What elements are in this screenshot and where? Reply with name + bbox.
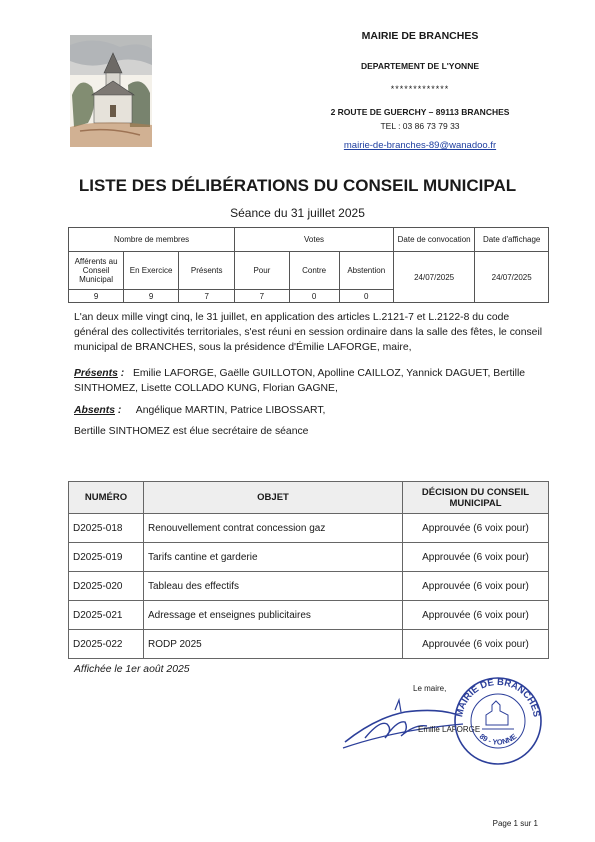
row-objet: Renouvellement contrat concession gaz (144, 514, 403, 543)
value-pour: 7 (235, 290, 289, 303)
row-objet: Tarifs cantine et garderie (144, 543, 403, 572)
row-decision: Approuvée (6 voix pour) (403, 543, 549, 572)
stars-divider: ************* (390, 84, 450, 94)
row-numero: D2025-022 (69, 630, 144, 659)
absents-label: Absents (74, 405, 115, 416)
svg-text:MAIRIE DE BRANCHES (454, 677, 542, 718)
presents-block: Présents : Emilie LAFORGE, Gaëlle GUILLOTON, Apolline CAILLOZ, Yannick DAGUET, Bertille SINTHOMEZ, Lisette COLLADO KUNG, Florian GAGNE, (74, 368, 526, 394)
header-presents: Présents (179, 252, 235, 290)
row-objet: Tableau des effectifs (144, 572, 403, 601)
address: 2 ROUTE DE GUERCHY – 89113 BRANCHES (330, 107, 510, 117)
departement: DEPARTEMENT DE L'YONNE (360, 61, 480, 71)
summary-table (68, 227, 549, 303)
church-illustration (70, 35, 152, 147)
secretaire-line: Bertille SINTHOMEZ est élue secrétaire de séance (74, 426, 309, 437)
mairie-name: MAIRIE DE BRANCHES (361, 30, 479, 42)
row-numero: D2025-021 (69, 601, 144, 630)
page-title: LISTE DES DÉLIBÉRATIONS DU CONSEIL MUNICIPAL (78, 176, 517, 195)
stamp-bottom-text: 89 - YONNE (477, 731, 519, 747)
table-row (69, 601, 549, 630)
maire-name: Emilie LAFORGE (418, 725, 481, 734)
table-row (69, 543, 549, 572)
row-objet: RODP 2025 (144, 630, 403, 659)
table-row (69, 630, 549, 659)
header-votes: Votes (235, 228, 394, 252)
col-numero: NUMÉRO (69, 482, 144, 514)
value-date-affichage: 24/07/2025 (475, 252, 549, 303)
header-contre: Contre (289, 252, 339, 290)
header-pour: Pour (235, 252, 289, 290)
header-date-convocation: Date de convocation (393, 228, 474, 252)
header-nombre-membres: Nombre de membres (69, 228, 235, 252)
value-abstention: 0 (339, 290, 393, 303)
value-afferents: 9 (69, 290, 124, 303)
absents-block: Absents : Angélique MARTIN, Patrice LIBOSSART, (74, 405, 326, 416)
deliberations-table (68, 481, 549, 659)
le-maire-label: Le maire, (413, 684, 447, 693)
page-number: Page 1 sur 1 (492, 819, 538, 828)
header-afferents: Afférents au Conseil Municipal (69, 252, 124, 290)
value-presents: 7 (179, 290, 235, 303)
value-en-exercice: 9 (124, 290, 179, 303)
col-decision: DÉCISION DU CONSEIL MUNICIPAL (403, 482, 549, 514)
row-numero: D2025-018 (69, 514, 144, 543)
presents-list: Emilie LAFORGE, Gaëlle GUILLOTON, Apolline CAILLOZ, Yannick DAGUET, Bertille SINTHOMEZ, Lisette COLLADO KUNG, Florian GAGNE, (74, 368, 526, 394)
header-en-exercice: En Exercice (124, 252, 179, 290)
stamp-top-text: MAIRIE DE BRANCHES (454, 676, 542, 719)
mairie-stamp (452, 675, 544, 767)
presents-label: Présents (74, 368, 118, 379)
email-link[interactable]: mairie-de-branches-89@wanadoo.fr (343, 140, 497, 151)
header-date-affichage: Date d'affichage (475, 228, 549, 252)
table-row (69, 514, 549, 543)
value-date-convocation: 24/07/2025 (393, 252, 474, 303)
affichee-date: Affichée le 1er août 2025 (74, 664, 190, 675)
row-numero: D2025-020 (69, 572, 144, 601)
header-abstention: Abstention (339, 252, 393, 290)
value-contre: 0 (289, 290, 339, 303)
row-decision: Approuvée (6 voix pour) (403, 572, 549, 601)
row-numero: D2025-019 (69, 543, 144, 572)
row-decision: Approuvée (6 voix pour) (403, 514, 549, 543)
table-row (69, 572, 549, 601)
row-decision: Approuvée (6 voix pour) (403, 601, 549, 630)
session-date: Séance du 31 juillet 2025 (230, 206, 365, 220)
telephone: TEL : 03 86 73 79 33 (380, 121, 460, 131)
row-decision: Approuvée (6 voix pour) (403, 630, 549, 659)
col-objet: OBJET (144, 482, 403, 514)
absents-list: Angélique MARTIN, Patrice LIBOSSART, (135, 405, 326, 416)
row-objet: Adressage et enseignes publicitaires (144, 601, 403, 630)
intro-paragraph: L'an deux mille vingt cinq, le 31 juillet, en application des articles L.2121-7 et L.2122-8 du code général des collectivités territoriales, s'est réuni en session ordinaire dans la salle des fêtes, le conseil municipal de BRANCHES, sous la présidence d'Émilie LAFORGE, maire, (74, 312, 543, 353)
